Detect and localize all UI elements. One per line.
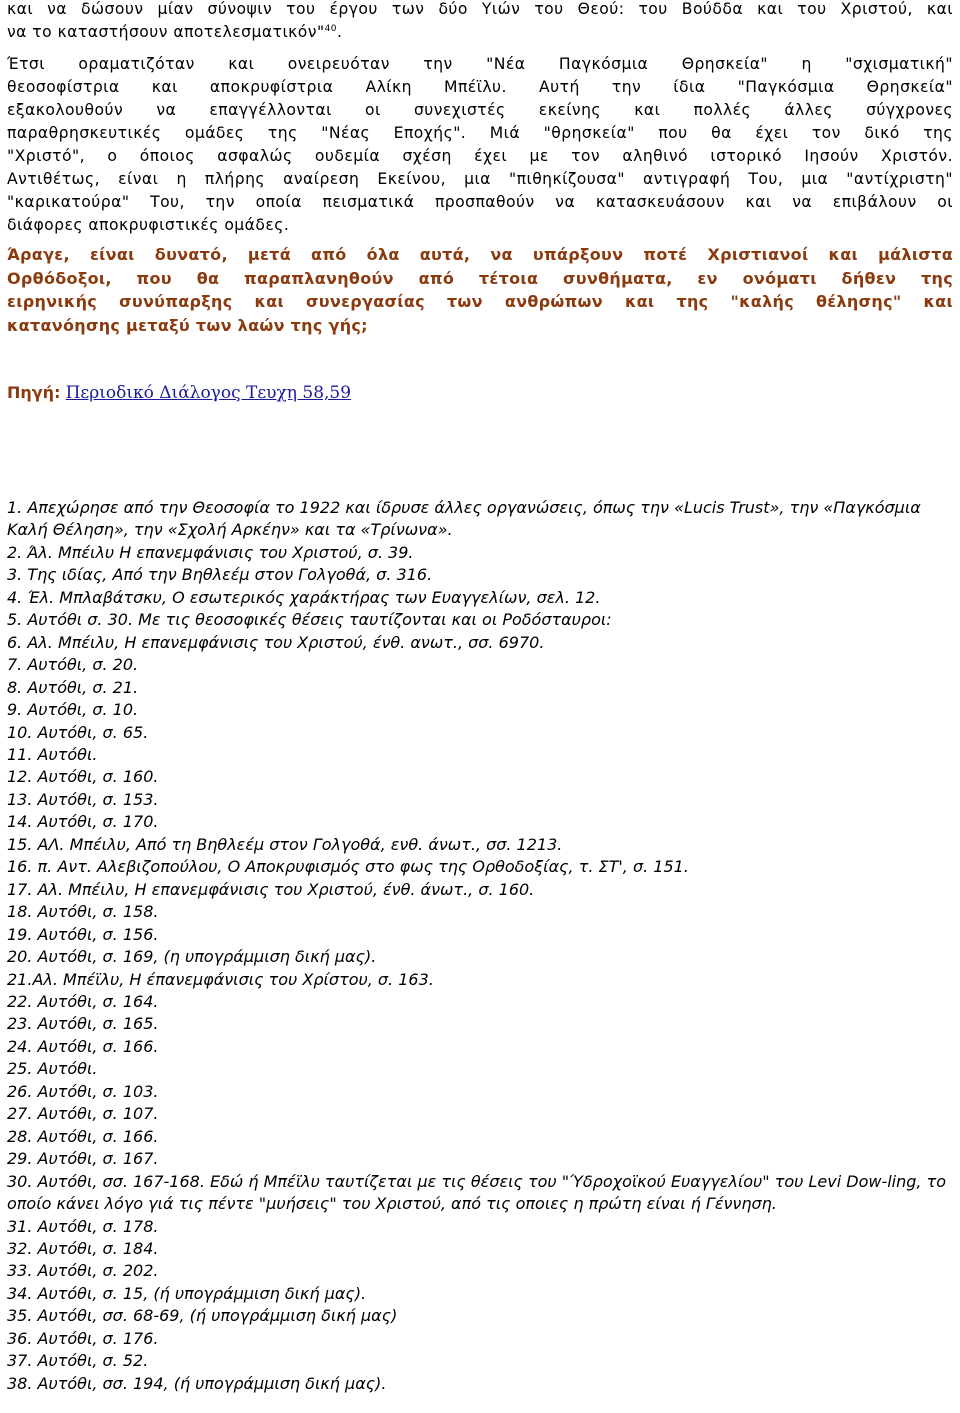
footnote-item: 20. Αυτόθι, σ. 169, (η υπογράμμιση δική μας). xyxy=(7,947,377,967)
source-line xyxy=(7,383,351,403)
text-line: παραθρησκευτικές ομάδες της "Νέας Εποχής". Μιά "θρησκεία" που θα έχει τον δικό της xyxy=(7,124,953,142)
closing-question xyxy=(7,243,953,337)
footnote-item: 23. Αυτόθι, σ. 165. xyxy=(7,1014,159,1034)
footnote-item: 33. Αυτόθι, σ. 202. xyxy=(7,1261,159,1281)
intro-paragraph-end xyxy=(7,0,953,44)
footnote-item: 22. Αυτόθι, σ. 164. xyxy=(7,991,159,1011)
footnote-item: 28. Αυτόθι, σ. 166. xyxy=(7,1126,159,1146)
footnote-ref[interactable]: 40 xyxy=(324,24,337,34)
footnote-item: 14. Αυτόθι, σ. 170. xyxy=(7,812,159,832)
footnote-item: 21.Αλ. Μπέϊλυ, Η έπανεμφάνισις του Χρίστου, σ. 163. xyxy=(7,969,434,989)
footnote-item: 8. Αυτόθι, σ. 21. xyxy=(7,677,139,697)
text-line: ειρηνικής συνύπαρξης και συνεργασίας των ανθρώπων και της "καλής θέλησης" και xyxy=(7,292,953,311)
text-line: Ορθόδοξοι, που θα παραπλανηθούν από τέτοια συνθήματα, εν ονόματι δήθεν της xyxy=(7,268,953,288)
footnote-item: 15. ΑΛ. Μπέιλυ, Από τη Βηθλεέμ στον Γολγοθά, ενθ. άνωτ., σσ. 1213. xyxy=(7,834,563,854)
text-line: Έτσι οραματιζόταν και ονειρευόταν την "Νέα Παγκόσμια Θρησκεία" η "σχισματική" xyxy=(7,55,953,73)
footnote-item: 3. Της ιδίας, Από την Βηθλεέμ στον Γολγοθά, σ. 316. xyxy=(7,565,433,585)
footnote-item: 13. Αυτόθι, σ. 153. xyxy=(7,789,159,809)
footnote-item: 11. Αυτόθι. xyxy=(7,744,98,764)
footnote-item: 24. Αυτόθι, σ. 166. xyxy=(7,1036,159,1056)
footnote-item: 12. Αυτόθι, σ. 160. xyxy=(7,767,159,787)
footnote-item: 2. Άλ. Μπέιλυ Η επανεμφάνισις του Χριστού, σ. 39. xyxy=(7,542,414,562)
footnote-item: 38. Αυτόθι, σσ. 194, (ή υπογράμμιση δική μας). xyxy=(7,1373,387,1393)
text-line: και να δώσουν μίαν σύνοψιν του έργου των δύο Υιών του Θεού: του Βούδδα και του Χριστού, και xyxy=(7,0,953,18)
text-line: Αντιθέτως, είναι η πλήρης αναίρεση Εκείνου, μια "πιθηκίζουσα" αντιγραφή Του, μια "αντίχριστη" xyxy=(7,170,953,188)
footnote-item: 4. Έλ. Μπλαβάτσκυ, Ο εσωτερικός χαράκτήρας των Ευαγγελίων, σελ. 12. xyxy=(7,587,601,607)
footnote-item: 27. Αυτόθι, σ. 107. xyxy=(7,1104,159,1124)
source-link[interactable]: Περιοδικό Διάλογος Τευχη 58,59 xyxy=(65,383,352,403)
text-line: να το καταστήσουν αποτελεσματικόν"$^{40}$. xyxy=(7,23,343,41)
footnotes-list xyxy=(7,497,953,1395)
footnote-item: 29. Αυτόθι, σ. 167. xyxy=(7,1149,159,1169)
footnote-item: 10. Αυτόθι, σ. 65. xyxy=(7,722,149,742)
text-line: κατανόησης μεταξύ των λαών της γής; xyxy=(7,315,368,335)
footnote-item: 17. Αλ. Μπέιλυ, Η επανεμφάνισις του Χριστού, ένθ. άνωτ., σ. 160. xyxy=(7,879,535,899)
footnote-item: 35. Αυτόθι, σσ. 68-69, (ή υπογράμμιση δική μας) xyxy=(7,1306,398,1326)
body-paragraph xyxy=(7,53,953,237)
text-line: θεοσοφίστρια και αποκρυφίστρια Αλίκη Μπέϊλυ. Αυτή την ίδια "Παγκόσμια Θρησκεία" xyxy=(7,78,953,96)
footnote-item: 9. Αυτόθι, σ. 10. xyxy=(7,700,139,720)
footnote-item: 18. Αυτόθι, σ. 158. xyxy=(7,902,159,922)
footnote-item: 1. Απεχώρησε από την Θεοσοφία το 1922 και ίδρυσε άλλες οργανώσεις, όπως την «Lucis Trust», την «Παγκόσμια Καλή Θέληση», την «Σχολή Αρκέην» και τα «Τρίνωνα». xyxy=(7,498,921,540)
text-line: "καρικατούρα" Του, την οποία πεισματικά προσπαθούν να κατασκευάσουν και να επιβάλουν οι xyxy=(7,193,953,211)
footnote-item: 6. Αλ. Μπέιλυ, Η επανεμφάνισις του Χριστού, ένθ. ανωτ., σσ. 6970. xyxy=(7,632,545,652)
footnote-item: 32. Αυτόθι, σ. 184. xyxy=(7,1238,159,1258)
text-line: "Χριστό", ο όποιος ασφαλώς ουδεμία σχέση έχει με τον αληθινό ιστορικό Ιησούν Χριστόν. xyxy=(7,147,953,165)
footnote-item: 36. Αυτόθι, σ. 176. xyxy=(7,1328,159,1348)
footnote-item: 16. π. Αντ. Αλεβιζοπούλου, Ο Αποκρυφισμός στο φως της Ορθοδοξίας, τ. ΣΤ', σ. 151. xyxy=(7,857,689,877)
source-label: Πηγή: xyxy=(7,383,61,402)
footnote-item: 25. Αυτόθι. xyxy=(7,1059,98,1079)
footnote-item: 7. Αυτόθι, σ. 20. xyxy=(7,655,139,675)
text-line: Άραγε, είναι δυνατό, μετά από όλα αυτά, να υπάρξουν ποτέ Χριστιανοί και μάλιστα xyxy=(7,245,953,264)
footnote-item: 30. Αυτόθι, σσ. 167-168. Εδώ ή Μπέϊλυ ταυτίζεται με τις θέσεις του "Ύδροχοϊκού Ευαγγελίου" του Levi Dow-ling, το οποίο κάνει λόγο γιά τις πέντε "μυήσεις" του Χριστού, από τις οποιες η πρώτη είναι ή Γέννηση. xyxy=(7,1171,946,1214)
text-line: διάφορες αποκρυφιστικές ομάδες. xyxy=(7,216,290,234)
footnote-item: 26. Αυτόθι, σ. 103. xyxy=(7,1081,159,1101)
footnote-item: 19. Αυτόθι, σ. 156. xyxy=(7,924,159,944)
footnote-item: 34. Αυτόθι, σ. 15, (ή υπογράμμιση δική μας). xyxy=(7,1283,367,1303)
footnote-item: 37. Αυτόθι, σ. 52. xyxy=(7,1351,149,1371)
footnote-item: 31. Αυτόθι, σ. 178. xyxy=(7,1216,159,1236)
text-line: εξακολουθούν να επαγγέλλονται οι συνεχιστές εκείνης και πολλές άλλες σύγχρονες xyxy=(7,101,953,119)
footnote-item: 5. Αυτόθι σ. 30. Με τις θεοσοφικές θέσεις ταυτίζονται και οι Ροδόσταυροι: xyxy=(7,610,612,630)
